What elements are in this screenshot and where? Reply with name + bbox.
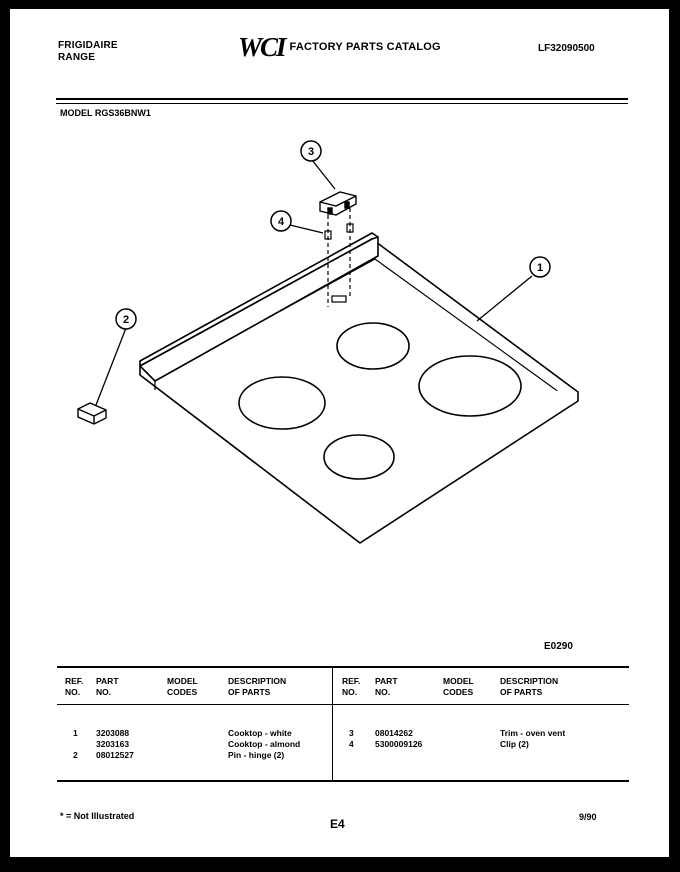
header-model-codes: MODEL CODES bbox=[167, 676, 198, 697]
table-row-part: 3203088 bbox=[96, 728, 130, 738]
vent-slot bbox=[332, 296, 346, 302]
hinge-pin-part bbox=[78, 403, 106, 424]
burner-opening-left-front bbox=[239, 377, 325, 429]
callout-1-label: 1 bbox=[536, 262, 544, 274]
table-row-part: 08014262 bbox=[375, 728, 413, 738]
header-ref-no-right: REF. NO. bbox=[342, 676, 361, 697]
footnote-not-illustrated: * = Not Illustrated bbox=[60, 811, 135, 821]
table-divider bbox=[332, 668, 333, 780]
table-row-ref: 3 bbox=[349, 728, 354, 738]
burner-opening-right-front bbox=[324, 435, 394, 479]
table-row-desc: Cooktop - white bbox=[228, 728, 292, 738]
table-row-desc: Trim - oven vent bbox=[500, 728, 566, 738]
header-ref-no: REF. NO. bbox=[65, 676, 84, 697]
callout-2-label: 2 bbox=[122, 314, 130, 326]
wci-logo: WCI bbox=[238, 32, 285, 62]
table-row-ref: 1 bbox=[73, 728, 78, 738]
brand-name: FRIGIDAIRE bbox=[58, 40, 118, 51]
revision-date: 9/90 bbox=[579, 812, 597, 822]
catalog-code: LF32090500 bbox=[538, 43, 595, 54]
callout-4-label: 4 bbox=[277, 216, 285, 228]
table-row-part: 5300009126 bbox=[375, 739, 423, 749]
header-part-no: PART NO. bbox=[96, 676, 119, 697]
table-row-ref: 2 bbox=[73, 750, 78, 760]
burner-opening-right-rear bbox=[419, 356, 521, 416]
table-row-desc: Clip (2) bbox=[500, 739, 529, 749]
header-description-right: DESCRIPTION OF PARTS bbox=[500, 676, 559, 697]
header-description: DESCRIPTION OF PARTS bbox=[228, 676, 287, 697]
page-number: E4 bbox=[330, 817, 345, 831]
header-part-no-right: PART NO. bbox=[375, 676, 398, 697]
product-type: RANGE bbox=[58, 52, 96, 63]
table-row-part: 3203163 bbox=[96, 739, 130, 749]
table-header-rule bbox=[57, 704, 629, 705]
table-row-part: 08012527 bbox=[96, 750, 134, 760]
diagram-code: E0290 bbox=[544, 641, 573, 652]
header-model-codes-right: MODEL CODES bbox=[443, 676, 474, 697]
catalog-title: FACTORY PARTS CATALOG bbox=[289, 41, 441, 53]
table-row-desc: Cooktop - almond bbox=[228, 739, 301, 749]
table-row-desc: Pin - hinge (2) bbox=[228, 750, 285, 760]
table-row-ref: 4 bbox=[349, 739, 354, 749]
burner-opening-left-rear bbox=[337, 323, 409, 369]
model-number: MODEL RGS36BNW1 bbox=[60, 108, 151, 118]
parts-table bbox=[57, 666, 629, 782]
parts-catalog-page bbox=[10, 9, 669, 857]
callout-3-label: 3 bbox=[307, 146, 315, 158]
